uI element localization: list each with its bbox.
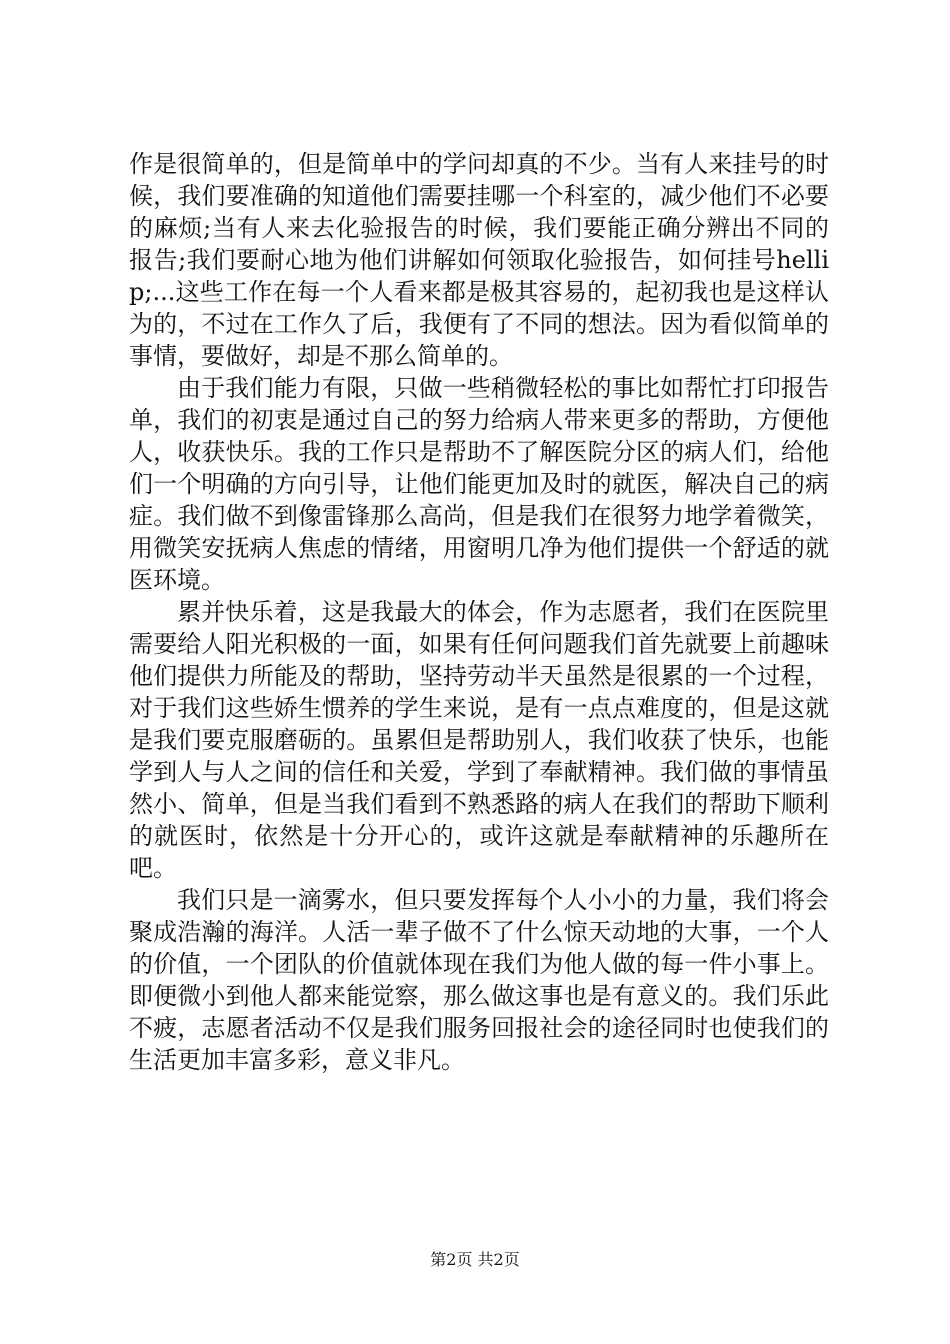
page-footer: 第2页 共2页 xyxy=(430,1250,520,1269)
paragraph-continued: 作是很简单的，但是简单中的学问却真的不少。当有人来挂号的时候，我们要准确的知道他们需要挂哪一个科室的，减少他们不必要的麻烦;当有人来去化验报告的时候，我们要能正确分辨出不同的报告;我们要耐心地为他们讲解如何领取化验报告，如何挂号hellip;...这些工作在每一个人看来都是极其容易的，起初我也是这样认为的，不过在工作久了后，我便有了不同的想法。因为看似简单的事情，要做好，却是不那么简单的。 xyxy=(129,150,829,370)
paragraph: 累并快乐着，这是我最大的体会，作为志愿者，我们在医院里需要给人阳光积极的一面，如果有任何问题我们首先就要上前趣味他们提供力所能及的帮助，坚持劳动半天虽然是很累的一个过程，对于我们这些娇生惯养的学生来说，是有一点点难度的，但是这就是我们要克服磨砺的。虽累但是帮助别人，我们收获了快乐，也能学到人与人之间的信任和关爱，学到了奉献精神。我们做的事情虽然小、简单，但是当我们看到不熟悉路的病人在我们的帮助下顺利的就医时，依然是十分开心的，或许这就是奉献精神的乐趣所在吧。 xyxy=(129,598,829,882)
paragraph: 由于我们能力有限，只做一些稍微轻松的事比如帮忙打印报告单，我们的初衷是通过自己的努力给病人带来更多的帮助，方便他人，收获快乐。我的工作只是帮助不了解医院分区的病人们，给他们一个明确的方向引导，让他们能更加及时的就医，解决自己的病症。我们做不到像雷锋那么高尚，但是我们在很努力地学着微笑，用微笑安抚病人焦虑的情绪，用窗明几净为他们提供一个舒适的就医环境。 xyxy=(129,374,829,594)
paragraph: 我们只是一滴雾水，但只要发挥每个人小小的力量，我们将会聚成浩瀚的海洋。人活一辈子做不了什么惊天动地的大事，一个人的价值，一个团队的价值就体现在我们为他人做的每一件小事上。即便微小到他人都来能觉察，那么做这事也是有意义的。我们乐此不疲，志愿者活动不仅是我们服务回报社会的途径同时也使我们的生活更加丰富多彩，意义非凡。 xyxy=(129,886,829,1074)
document-body xyxy=(129,148,829,1076)
